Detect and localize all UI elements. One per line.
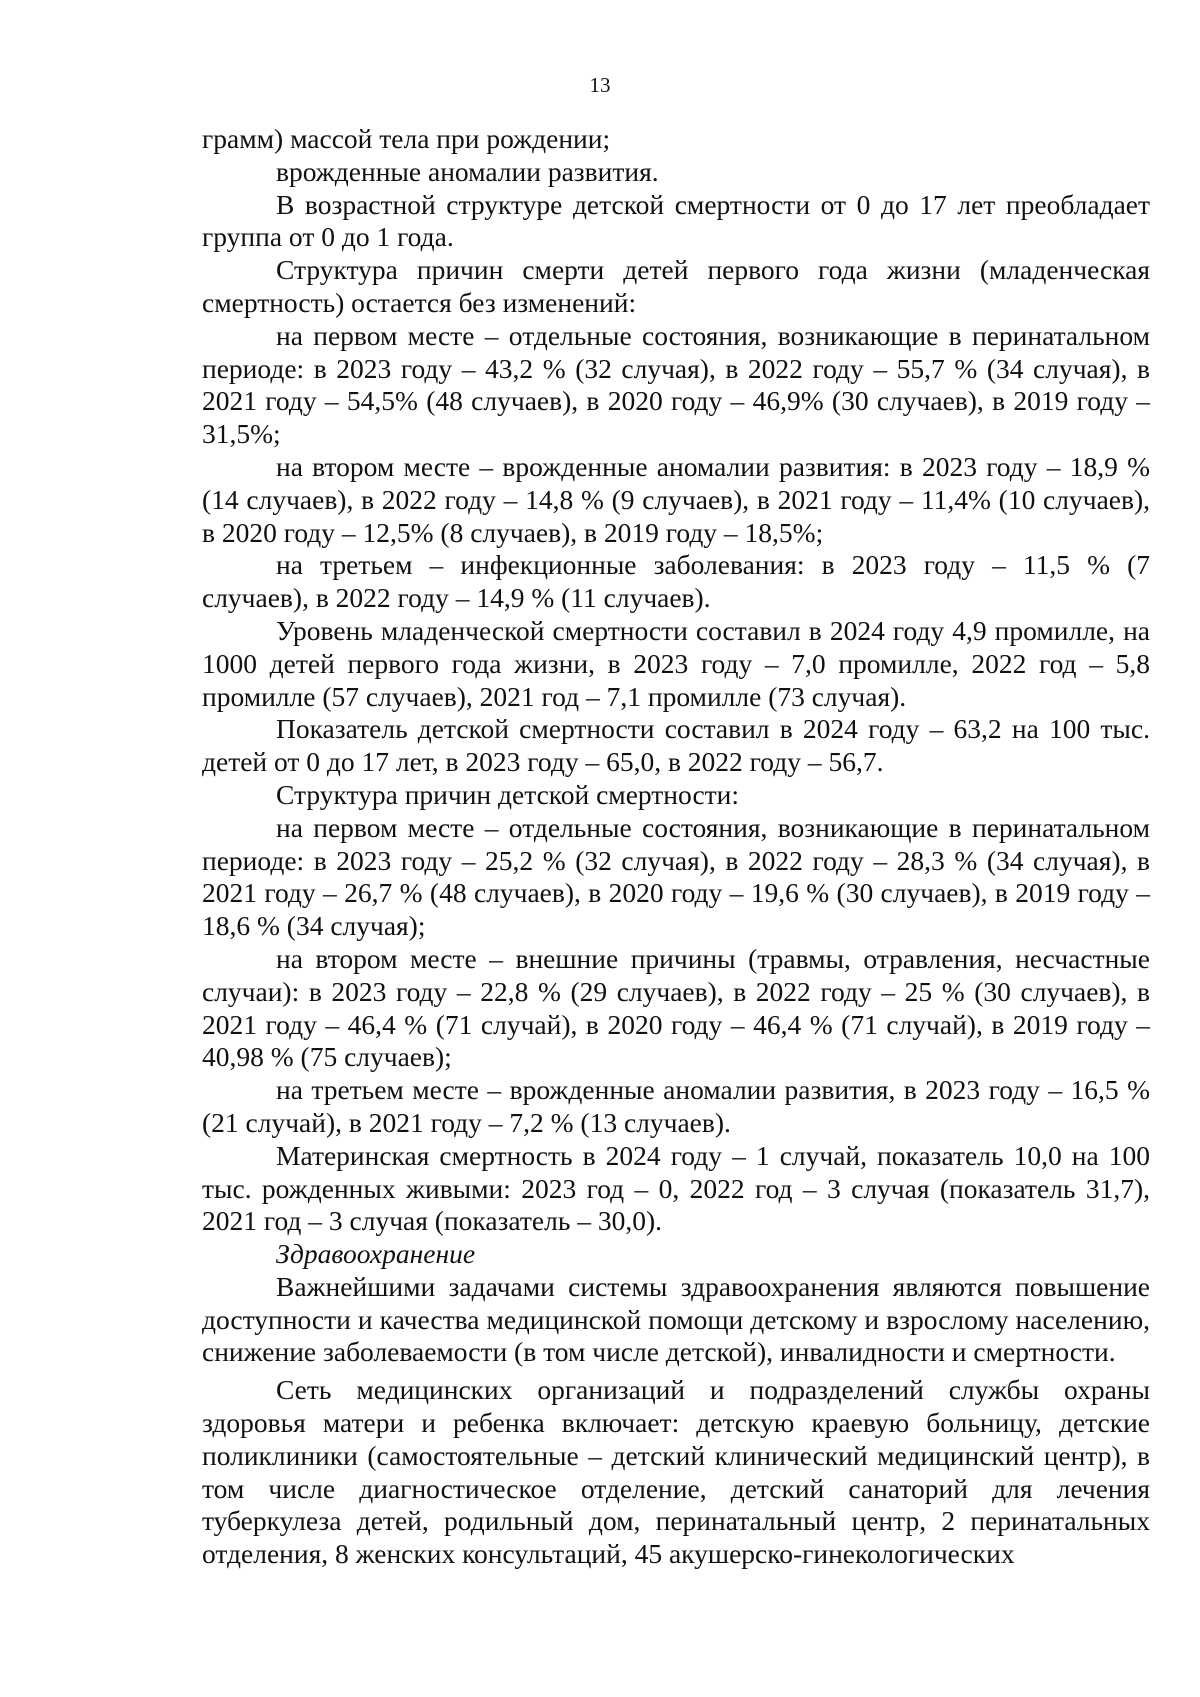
section-heading-healthcare: Здравоохранение (276, 1238, 476, 1270)
paragraph-infant-mortality-structure: Структура причин смерти детей первого года жизни (младенческая смертность) остается без изменений: (202, 254, 1150, 318)
paragraph-medical-network: Сеть медицинских организаций и подразделений службы охраны здоровья матери и ребенка включает: детскую краевую больницу, детские поликлиники (самостоятельные – детский клинический медицинский центр), в том числе диагностическое отделение, детский санаторий для лечения туберкулеза детей, родильный дом, перинатальный центр, 2 перинатальных отделения, 8 женских консультаций, 45 акушерско-гинекологических (202, 1374, 1150, 1570)
paragraph-infant-third-place: на третьем – инфекционные заболевания: в 2023 году – 11,5 % (7 случаев), в 2022 году – 14,9 % (11 случаев). (202, 549, 1150, 614)
paragraph-child-second-place: на втором месте – внешние причины (травмы, отравления, несчастные случаи): в 2023 году – 22,8 % (29 случаев), в 2022 году – 25 % (30 случаев), в 2021 году – 46,4 % (71 случай), в 2020 году – 46,4 % (71 случай), в 2019 году – 40,98 % (75 случаев); (202, 942, 1150, 1073)
paragraph-maternal-mortality: Материнская смертность в 2024 году – 1 случай, показатель 10,0 на 100 тыс. рожденных живыми: 2023 год – 0, 2022 год – 3 случая (показатель 31,7), 2021 год – 3 случая (показатель – 30,0). (202, 1139, 1150, 1237)
paragraph-child-mortality-rate: Показатель детской смертности составил в 2024 году – 63,2 на 100 тыс. детей от 0 до 17 лет, в 2023 году – 65,0, в 2022 году – 56,7. (202, 713, 1150, 778)
paragraph-age-structure: В возрастной структуре детской смертности от 0 до 17 лет преобладает группа от 0 до 1 года. (202, 188, 1150, 253)
paragraph-child-first-place: на первом месте – отдельные состояния, возникающие в перинатальном периоде: в 2023 году – 25,2 % (32 случая), в 2022 году – 28,3 % (34 случая), в 2021 году – 26,7 % (48 случаев), в 2020 году – 19,6 % (30 случаев), в 2019 году – 18,6 % (34 случая); (202, 811, 1150, 942)
paragraph-child-third-place: на третьем месте – врожденные аномалии развития, в 2023 году – 16,5 % (21 случай), в 2021 году – 7,2 % (13 случаев). (202, 1074, 1150, 1138)
paragraph-healthcare-tasks: Важнейшими задачами системы здравоохранения являются повышение доступности и качества медицинской помощи детскому и взрослому населению, снижение заболеваемости (в том числе детской), инвалидности и смертности. (202, 1270, 1150, 1368)
paragraph-congenital-anomalies: врожденные аномалии развития. (276, 155, 659, 187)
paragraph-infant-first-place: на первом месте – отдельные состояния, возникающие в перинатальном периоде: в 2023 году – 43,2 % (32 случая), в 2022 году – 55,7 % (34 случая), в 2021 году – 54,5% (48 случаев), в 2020 году – 46,9% (30 случаев), в 2019 году – 31,5%; (202, 319, 1150, 450)
paragraph-continuation: грамм) массой тела при рождении; (202, 123, 611, 154)
paragraph-child-mortality-structure: Структура причин детской смертности: (276, 778, 740, 810)
document-body (202, 123, 1150, 1571)
paragraph-infant-mortality-level: Уровень младенческой смертности составил в 2024 году 4,9 промилле, на 1000 детей первого года жизни, в 2023 году – 7,0 промилле, 2022 год – 5,8 промилле (57 случаев), 2021 год – 7,1 промилле (73 случая). (202, 614, 1150, 712)
page-number: 13 (589, 73, 611, 97)
paragraph-infant-second-place: на втором месте – врожденные аномалии развития: в 2023 году – 18,9 % (14 случаев), в 2022 году – 14,8 % (9 случаев), в 2021 году – 11,4% (10 случаев), в 2020 году – 12,5% (8 случаев), в 2019 году – 18,5%; (202, 450, 1150, 548)
